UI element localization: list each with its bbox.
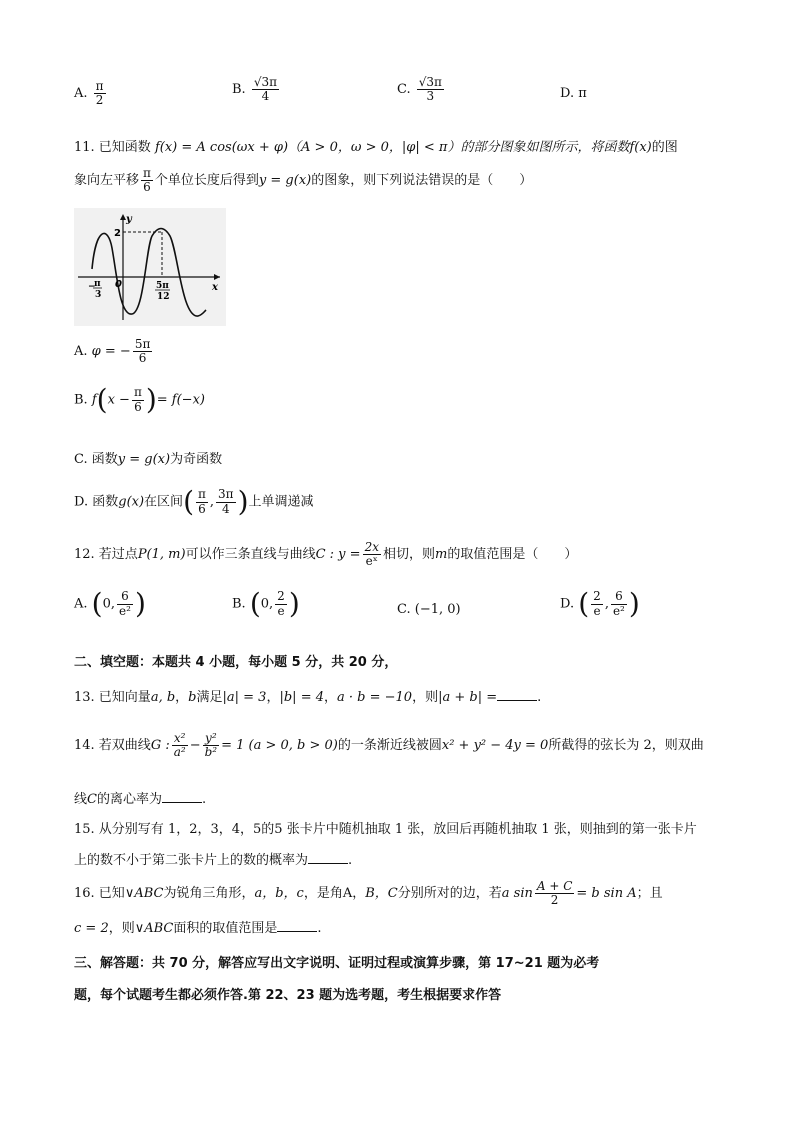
fraction: $\frac{\text{y²}}{\text{b²}}$ <box>204 731 218 760</box>
right-tick-den: 12 <box>157 292 170 302</box>
option-label: B. <box>232 82 246 98</box>
q11-option-b: B. f(x − $\frac{\pi}{6}$ )= f(−x) <box>74 383 205 416</box>
q10-option-a <box>74 80 108 107</box>
left-tick-den: 3 <box>95 290 102 300</box>
fraction: $\frac{2}{e}$ <box>593 589 601 618</box>
cosine-graph <box>74 208 226 326</box>
q12-stem: 12. 若过点P(1, m)可以作三条直线与曲线C : y = $\frac{2x}{\text{eˣ}}$ 相切，则m的取值范围是（ ） <box>74 540 578 569</box>
q14-line2: 线C的离心率为 . <box>74 792 207 807</box>
q15-line2: 上的数不小于第二张卡片上的数的概率为 . <box>74 853 353 868</box>
fraction: $\frac{\pi}{6}$ <box>133 385 142 414</box>
fraction: $\frac{\pi}{6}$ <box>143 166 151 195</box>
fraction: $\frac{6}{\text{e²}}$ <box>612 589 625 618</box>
origin-label: 0 <box>115 279 122 290</box>
fraction: $\frac{6}{\text{e²}}$ <box>119 589 131 618</box>
q13: 13. 已知向量a, b，b满足|a| = 3，|b| = 4，a · b = −10，则|a + b| = . <box>74 690 542 705</box>
fraction: $\frac{3\pi}{4}$ <box>218 487 234 516</box>
fraction: $\frac{√3\pi}{4}$ <box>253 75 277 104</box>
q12-option-c: C. (−1, 0) <box>397 602 461 617</box>
q11-option-a: A. φ = − $\frac{5\pi}{6}$ <box>74 337 151 366</box>
option-value: π <box>578 86 587 101</box>
q10-option-d <box>560 86 587 101</box>
x-axis-label: x <box>212 282 218 293</box>
answer-blank <box>308 853 348 864</box>
fraction: $\frac{5\pi}{6}$ <box>134 337 151 366</box>
answer-blank <box>497 690 537 701</box>
fraction: $\frac{√3\pi}{3}$ <box>418 75 442 104</box>
q10-option-c <box>397 76 446 103</box>
q16-line2: c = 2，则∨ABC面积的取值范围是 . <box>74 921 322 936</box>
fraction: $\frac{A + C}{2}$ <box>536 879 573 908</box>
fraction: $\frac{\pi}{6}$ <box>198 487 206 516</box>
left-tick-num: π <box>94 279 101 289</box>
right-tick-num: 5π <box>156 281 169 291</box>
q12-option-b: B. (0, $\frac{2}{e}$ ) <box>232 587 300 620</box>
fraction: $\frac{2x}{\text{eˣ}}$ <box>364 540 379 569</box>
y-axis-label: y <box>126 214 132 225</box>
q14-line1: 14. 若双曲线G : $\frac{\text{x²}}{\text{a²}}$ − $\frac{\text{y²}}{\text{b²}}$ = 1 (a > 0, b > 0)的一条渐近线被圆x² + y² − 4y = 0所截得的弦长为 2，则双曲 <box>74 731 704 760</box>
section-2-heading: 二、填空题：本题共 4 小题，每小题 5 分，共 20 分， <box>74 655 398 670</box>
q15-line1: 15. 从分别写有 1，2，3，4，5的5 张卡片中随机抽取 1 张，放回后再随机抽取 1 张，则抽到的第一张卡片 <box>74 822 697 837</box>
section-3-heading-line2: 题，每个试题考生都必须作答.第 22、23 题为选考题，考生根据要求作答 <box>74 988 502 1003</box>
q12-option-d: D. ( $\frac{2}{e}$ , $\frac{6}{\text{e²}}$ ) <box>560 587 640 620</box>
answer-blank <box>277 921 317 932</box>
fraction: $\frac{2}{e}$ <box>277 589 285 618</box>
q11-stem-line2: 象向左平移 $\frac{\pi}{6}$ 个单位长度后得到y = g(x)的图象，则下列说法错误的是（ ） <box>74 166 533 195</box>
answer-blank <box>162 792 202 803</box>
option-label: D. <box>560 86 575 101</box>
q10-option-b <box>232 76 281 103</box>
y-tick-label: 2 <box>114 228 121 239</box>
curve <box>92 229 206 317</box>
left-tick-sign: − <box>88 282 96 292</box>
q11-stem-line1: 11. 已知函数 f(x) = A cos(ωx + φ)（A > 0，ω > 0，|φ| < π）的部分图象如图所示，将函数f(x)的图 <box>74 140 678 155</box>
q16-line1: 16. 已知∨ABC为锐角三角形，a，b，c，是角A，B，C分别所对的边，若a sin $\frac{A + C}{2}$ = b sin A；且 <box>74 879 663 908</box>
option-label: A. <box>74 86 88 102</box>
fraction: $\frac{\pi}{2}$ <box>95 79 104 108</box>
option-label: C. <box>397 82 411 98</box>
fraction: $\frac{\text{x²}}{\text{a²}}$ <box>173 731 186 760</box>
x-axis-arrow <box>214 274 220 280</box>
q11-option-d: D. 函数g(x)在区间( $\frac{\pi}{6}$ , $\frac{3\pi}{4}$ )上单调递减 <box>74 485 314 518</box>
q11-graph <box>74 208 226 326</box>
section-3-heading-line1: 三、解答题：共 70 分，解答应写出文字说明、证明过程或演算步骤，第 17~21 题为必考 <box>74 956 600 971</box>
q11-option-c: C. 函数y = g(x)为奇函数 <box>74 452 223 467</box>
q12-option-a: A. (0, $\frac{6}{\text{e²}}$ ) <box>74 587 146 620</box>
